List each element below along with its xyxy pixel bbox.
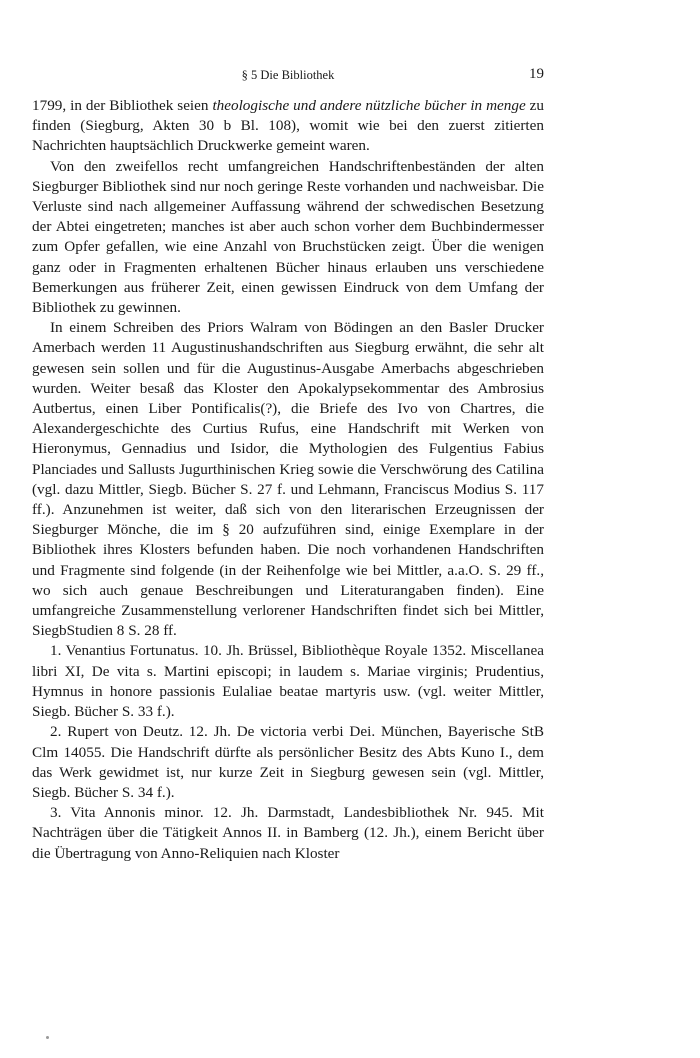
- text-run: 1799, in der Bibliothek seien: [32, 97, 213, 114]
- text-run: zu finden (Siegburg, Akten 30 b Bl. 108), womit wie bei den zuerst zitierten Nachrichten hauptsächlich Druckwerke gemeint waren.: [32, 97, 544, 155]
- text-run: 3. Vita Annonis minor. 12. Jh. Darmstadt, Landesbibliothek Nr. 945. Mit Nachträgen über die Tätigkeit Annos II. in Bamberg (12. Jh.), einem Bericht über die Übertragung von Anno-Reliquien nach Kloster: [32, 804, 544, 862]
- paragraph: [32, 803, 544, 864]
- running-header: [32, 66, 544, 88]
- paragraph: [32, 318, 544, 641]
- paragraph: [32, 641, 544, 722]
- scan-speck: [46, 1036, 49, 1039]
- italic-quote: theologische und andere nützliche bücher in menge: [212, 97, 526, 114]
- text-run: In einem Schreiben des Priors Walram von Bödingen an den Basler Drucker Amerbach werden 11 Augustinushandschriften aus Siegburg erwähnt, die sehr alt gewesen sein sollen und für die Augustinus-Ausgabe Amerbachs abgeschrieben wurden. Weiter besaß das Kloster den Apokalypsekommentar des Ambrosius Autbertus, einen Liber Pontificalis(?), die Briefe des Ivo von Chartres, die Alexandergeschichte des Curtius Rufus, eine Handschrift mit Werken von Hieronymus, Gennadius und Isidor, die Mythologien des Fulgentius Fabius Planciades und Sallusts Jugurthinischen Krieg sowie die Verschwörung des Catilina (vgl. dazu Mittler, Siegb. Bücher S. 27 f. und Lehmann, Franciscus Modius S. 117 ff.). Anzunehmen ist weiter, daß sich von den literarischen Erzeugnissen der Siegburger Mönche, die im § 20 aufzuführen sind, einige Exemplare in der Bibliothek ihres Klosters befunden haben. Die noch vorhandenen Handschriften und Fragmente sind folgende (in der Reihenfolge wie bei Mittler, a.a.O. S. 29 ff., wo sich auch genaue Beschreibungen und Literaturangaben finden). Eine umfangreiche Zusammenstellung verlorener Handschriften findet sich bei Mittler, SiegbStudien 8 S. 28 ff.: [32, 319, 544, 640]
- text-run: Von den zweifellos recht umfangreichen Handschriftenbeständen der alten Siegburger Bibliothek sind nur noch geringe Reste vorhanden und nachweisbar. Die Verluste sind nach allgemeiner Auffassung während der schwedischen Besetzung der Abtei eingetreten; manches ist aber auch schon vorher dem Buchbindermesser zum Opfer gefallen, wie eine Anzahl von Bruchstücken zeigt. Über die wenigen ganz oder in Fragmenten erhaltenen Bücher hinaus erlauben uns verschiedene Bemerkungen aus früherer Zeit, einen gewissen Eindruck von dem Umfang der Bibliothek zu gewinnen.: [32, 157, 544, 317]
- page-number: 19: [529, 66, 544, 82]
- section-title: § 5 Die Bibliothek: [241, 68, 335, 82]
- book-page: [32, 66, 544, 864]
- text-run: 2. Rupert von Deutz. 12. Jh. De victoria verbi Dei. München, Bayerische StB Clm 14055. Die Handschrift dürfte als persönlicher Besitz des Abts Kuno I., dem das Werk gewidmet ist, nur kurze Zeit in Siegburg gewesen sein (vgl. Mittler, Siegb. Bücher S. 34 f.).: [32, 723, 544, 801]
- paragraph: [32, 157, 544, 319]
- body-text: [32, 96, 544, 864]
- paragraph: [32, 96, 544, 157]
- text-run: 1. Venantius Fortunatus. 10. Jh. Brüssel, Bibliothèque Royale 1352. Miscellanea libri XI, De vita s. Martini episcopi; in laudem s. Mariae virginis; Prudentius, Hymnus in honore passionis Eulaliae beatae martyris usw. (vgl. weiter Mittler, Siegb. Bücher S. 33 f.).: [32, 642, 544, 721]
- paragraph: [32, 722, 544, 803]
